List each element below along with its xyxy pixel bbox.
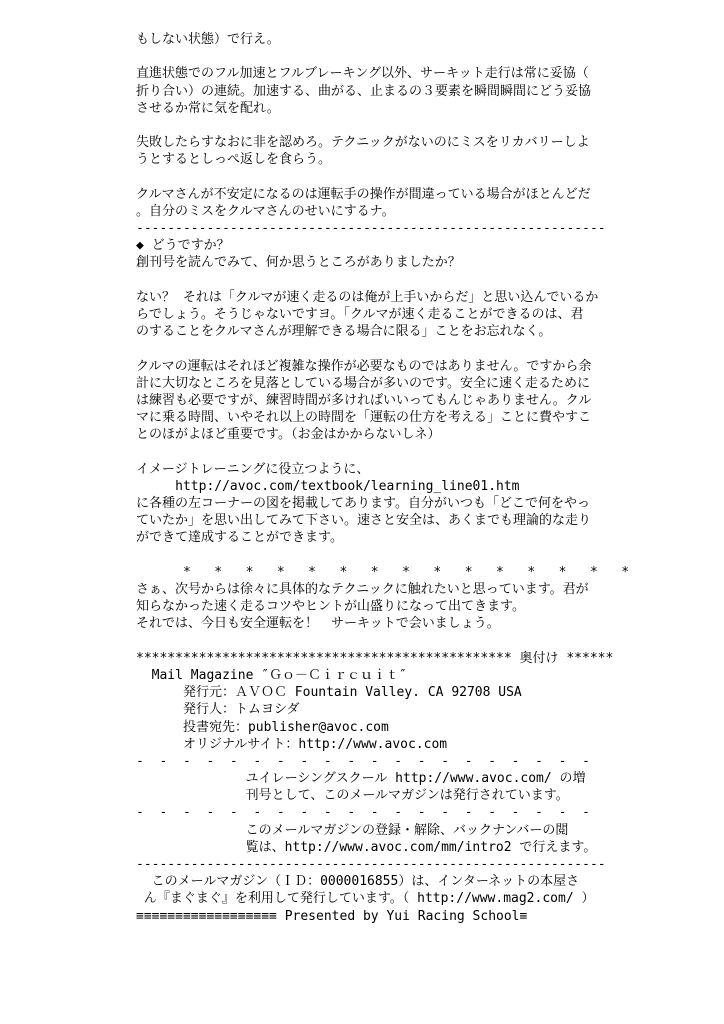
text-line: マに乗る時間、いやそれ以上の時間を「運転の仕方を考える」ことに費やすこ: [136, 410, 592, 426]
text-line: もしない状態）で行え。: [136, 32, 280, 47]
text-line: 。自分のミスをクルマさんのせいにするナ。: [136, 203, 395, 219]
separator-line: ------------------------------------------------------------: [136, 857, 606, 872]
text-line: は練習も必要ですが、練習時間が多ければいいってもんじゃありません。クル: [136, 392, 592, 408]
text-line: させるか常に気を配れ。: [136, 100, 280, 116]
text-line: さぁ、次号からは徐々に具体的なテクニックに触れたいと思っています。君が: [136, 582, 589, 597]
text-line: クルマの運転はそれほど複雑な操作が必要なものではありません。ですから余: [136, 358, 592, 374]
text-line: このメールマガジンの登録・解除、バックナンバーの閲: [136, 822, 569, 838]
text-line: 投書宛先：publisher@avoc.com: [136, 719, 389, 735]
text-line: 覧は、http://www.avoc.com/mm/intro2 で行えます。: [136, 839, 597, 855]
blank-line: [136, 547, 656, 564]
text-line: ≡≡≡≡≡≡≡≡≡≡≡≡≡≡≡≡≡≡ Presented by Yui Racing School≡: [136, 908, 528, 924]
text-line: 知らなかった速く走るコツやヒントが山盛りになって出てきます。: [136, 599, 525, 615]
text-line: ていたか」を思い出してみて下さい。速さと安全は、あくまでも理論的な走り: [136, 513, 592, 529]
text-line: オリジナルサイト：http://www.avoc.com: [136, 736, 448, 752]
text-line: のすることをクルマさんが理解できる場合に限る」ことをお忘れなく。: [136, 324, 552, 340]
text-line: 刊号として、このメールマガジンは発行されています。: [136, 788, 569, 804]
text-line: ◆ どうですか？: [136, 238, 230, 254]
text-line: ができて達成することができます。: [136, 530, 343, 546]
text-line: ユイレーシングスクール http://www.avoc.com/ の増: [136, 771, 586, 787]
text-line: それでは、今日も安全運転を！ サーキットで会いましょう。: [136, 616, 500, 632]
text-line: イメージトレーニングに役立つように、: [136, 461, 370, 477]
text-line: うとするとしっぺ返しを食らう。: [136, 152, 332, 168]
text-line: 計に大切なところを見落としている場合が多いのです。安全に速く走るために: [136, 375, 590, 391]
text-line: 失敗したらすなおに非を認めろ。テクニックがないのにミスをリカバリーしよ: [136, 135, 590, 151]
text-line: に各種の左コーナーの図を掲載してあります。自分がいつも「どこで何をやっ: [136, 496, 590, 512]
blank-line: [136, 117, 656, 134]
text-line: Mail Magazine ″Ｇｏ－Ｃｉｒｃｕｉｔ″: [136, 667, 407, 683]
text-line: 発行元：ＡＶＯＣ Fountain Valley. CA 92708 USA: [136, 685, 522, 701]
blank-line: [136, 633, 656, 650]
text-line: 創刊号を読んでみて、何か思うところがありましたか？: [136, 255, 461, 271]
text-line: ん『まぐまぐ』を利用して発行しています。（ http://www.mag2.com/ ）: [136, 891, 595, 907]
separator-line: ------------------------------------------------------------: [136, 221, 606, 237]
text-line: とのほがよほど重要です。（お金はかからないしネ）: [136, 427, 441, 443]
text-line: このメールマガジン（ＩＤ：0000016855）は、インターネットの本屋さ: [136, 874, 580, 890]
text-line: ************************************************ 奥付け ******: [136, 650, 614, 666]
blank-line: [136, 272, 656, 289]
text-line: ない？ それは「クルマが速く走るのは俺が上手いからだ」と思い込んでいるか: [136, 289, 599, 305]
document-body: [136, 31, 656, 925]
text-line: 発行人：トムヨシダ: [136, 702, 300, 718]
decoration-line: * * * * * * * * * * * * * * *: [136, 564, 630, 580]
separator-line: - - - - - - - - - - - - - - - - - - - -: [136, 753, 590, 769]
blank-line: [136, 169, 656, 186]
separator-line: - - - - - - - - - - - - - - - - - - - -: [136, 805, 590, 821]
text-line: 直進状態でのフル加速とフルブレーキング以外、サーキット走行は常に妥協（: [136, 66, 589, 82]
blank-line: [136, 340, 656, 357]
text-line: クルマさんが不安定になるのは運転手の操作が間違っている場合がほとんどだ: [136, 186, 591, 202]
text-line: http://avoc.com/textbook/learning_line01.htm: [136, 478, 520, 494]
text-line: らでしょう。そうじゃないですヨ。「クルマが速く走ることができるのは、君: [136, 307, 584, 322]
blank-line: [136, 48, 656, 65]
text-line: 折り合い）の連続。加速する、曲がる、止まるの３要素を瞬間瞬間にどう妥協: [136, 83, 592, 99]
blank-line: [136, 444, 656, 461]
